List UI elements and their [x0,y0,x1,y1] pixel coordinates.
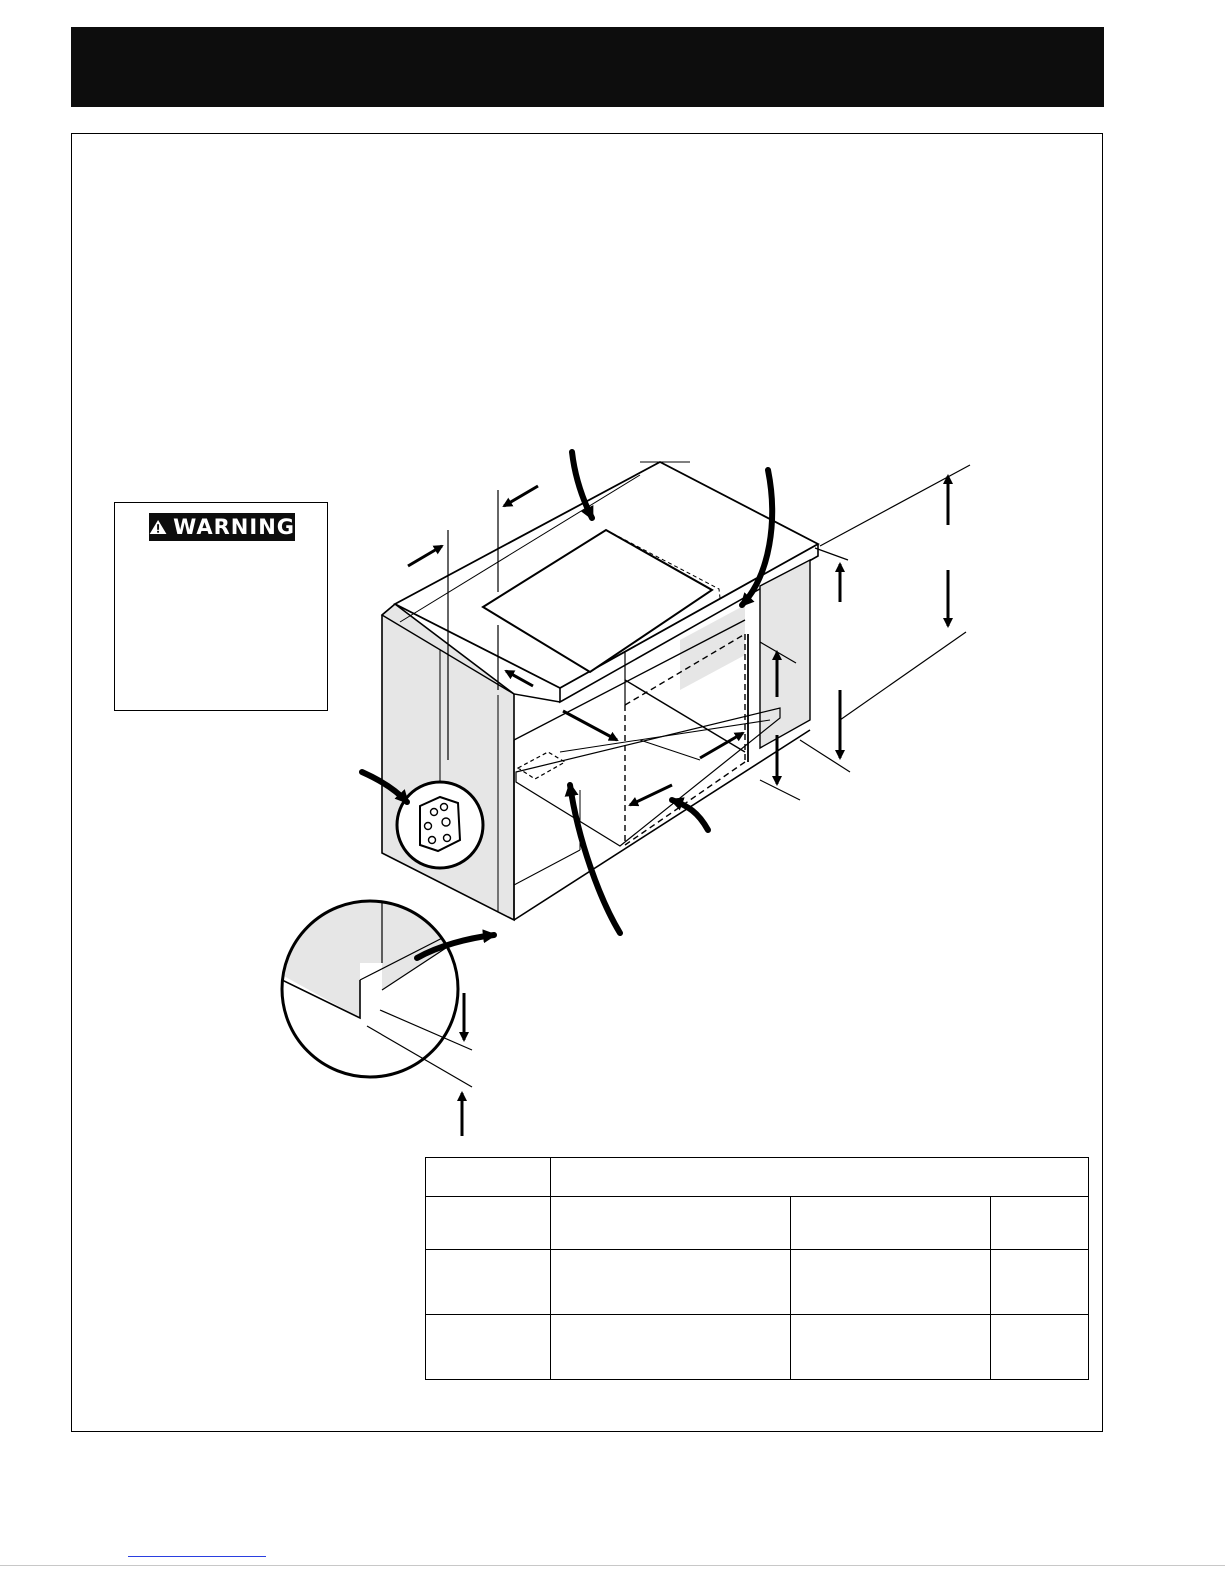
specification-table [425,1157,1089,1380]
toe-kick-detail [282,900,458,1080]
table-cell [991,1197,1089,1250]
junction-box-icon [420,797,460,851]
table-cell [426,1197,551,1250]
table-row [426,1315,1089,1380]
table-cell [426,1250,551,1315]
table-cell [551,1315,791,1380]
table-cell [791,1315,991,1380]
footer-rule [0,1565,1225,1566]
junction-box-detail [397,782,483,868]
table-cell [551,1250,791,1315]
table-cell [991,1250,1089,1315]
table-cell [426,1315,551,1380]
table-cell [791,1197,991,1250]
table-cell [991,1315,1089,1380]
table-cell [551,1158,1089,1197]
table-row [426,1250,1089,1315]
warning-label: WARNING [173,515,295,539]
table-cell [426,1158,551,1197]
table-row [426,1158,1089,1197]
table-row [426,1197,1089,1250]
table-cell [551,1197,791,1250]
table-cell [791,1250,991,1315]
footer-link-underline[interactable] [128,1556,266,1557]
